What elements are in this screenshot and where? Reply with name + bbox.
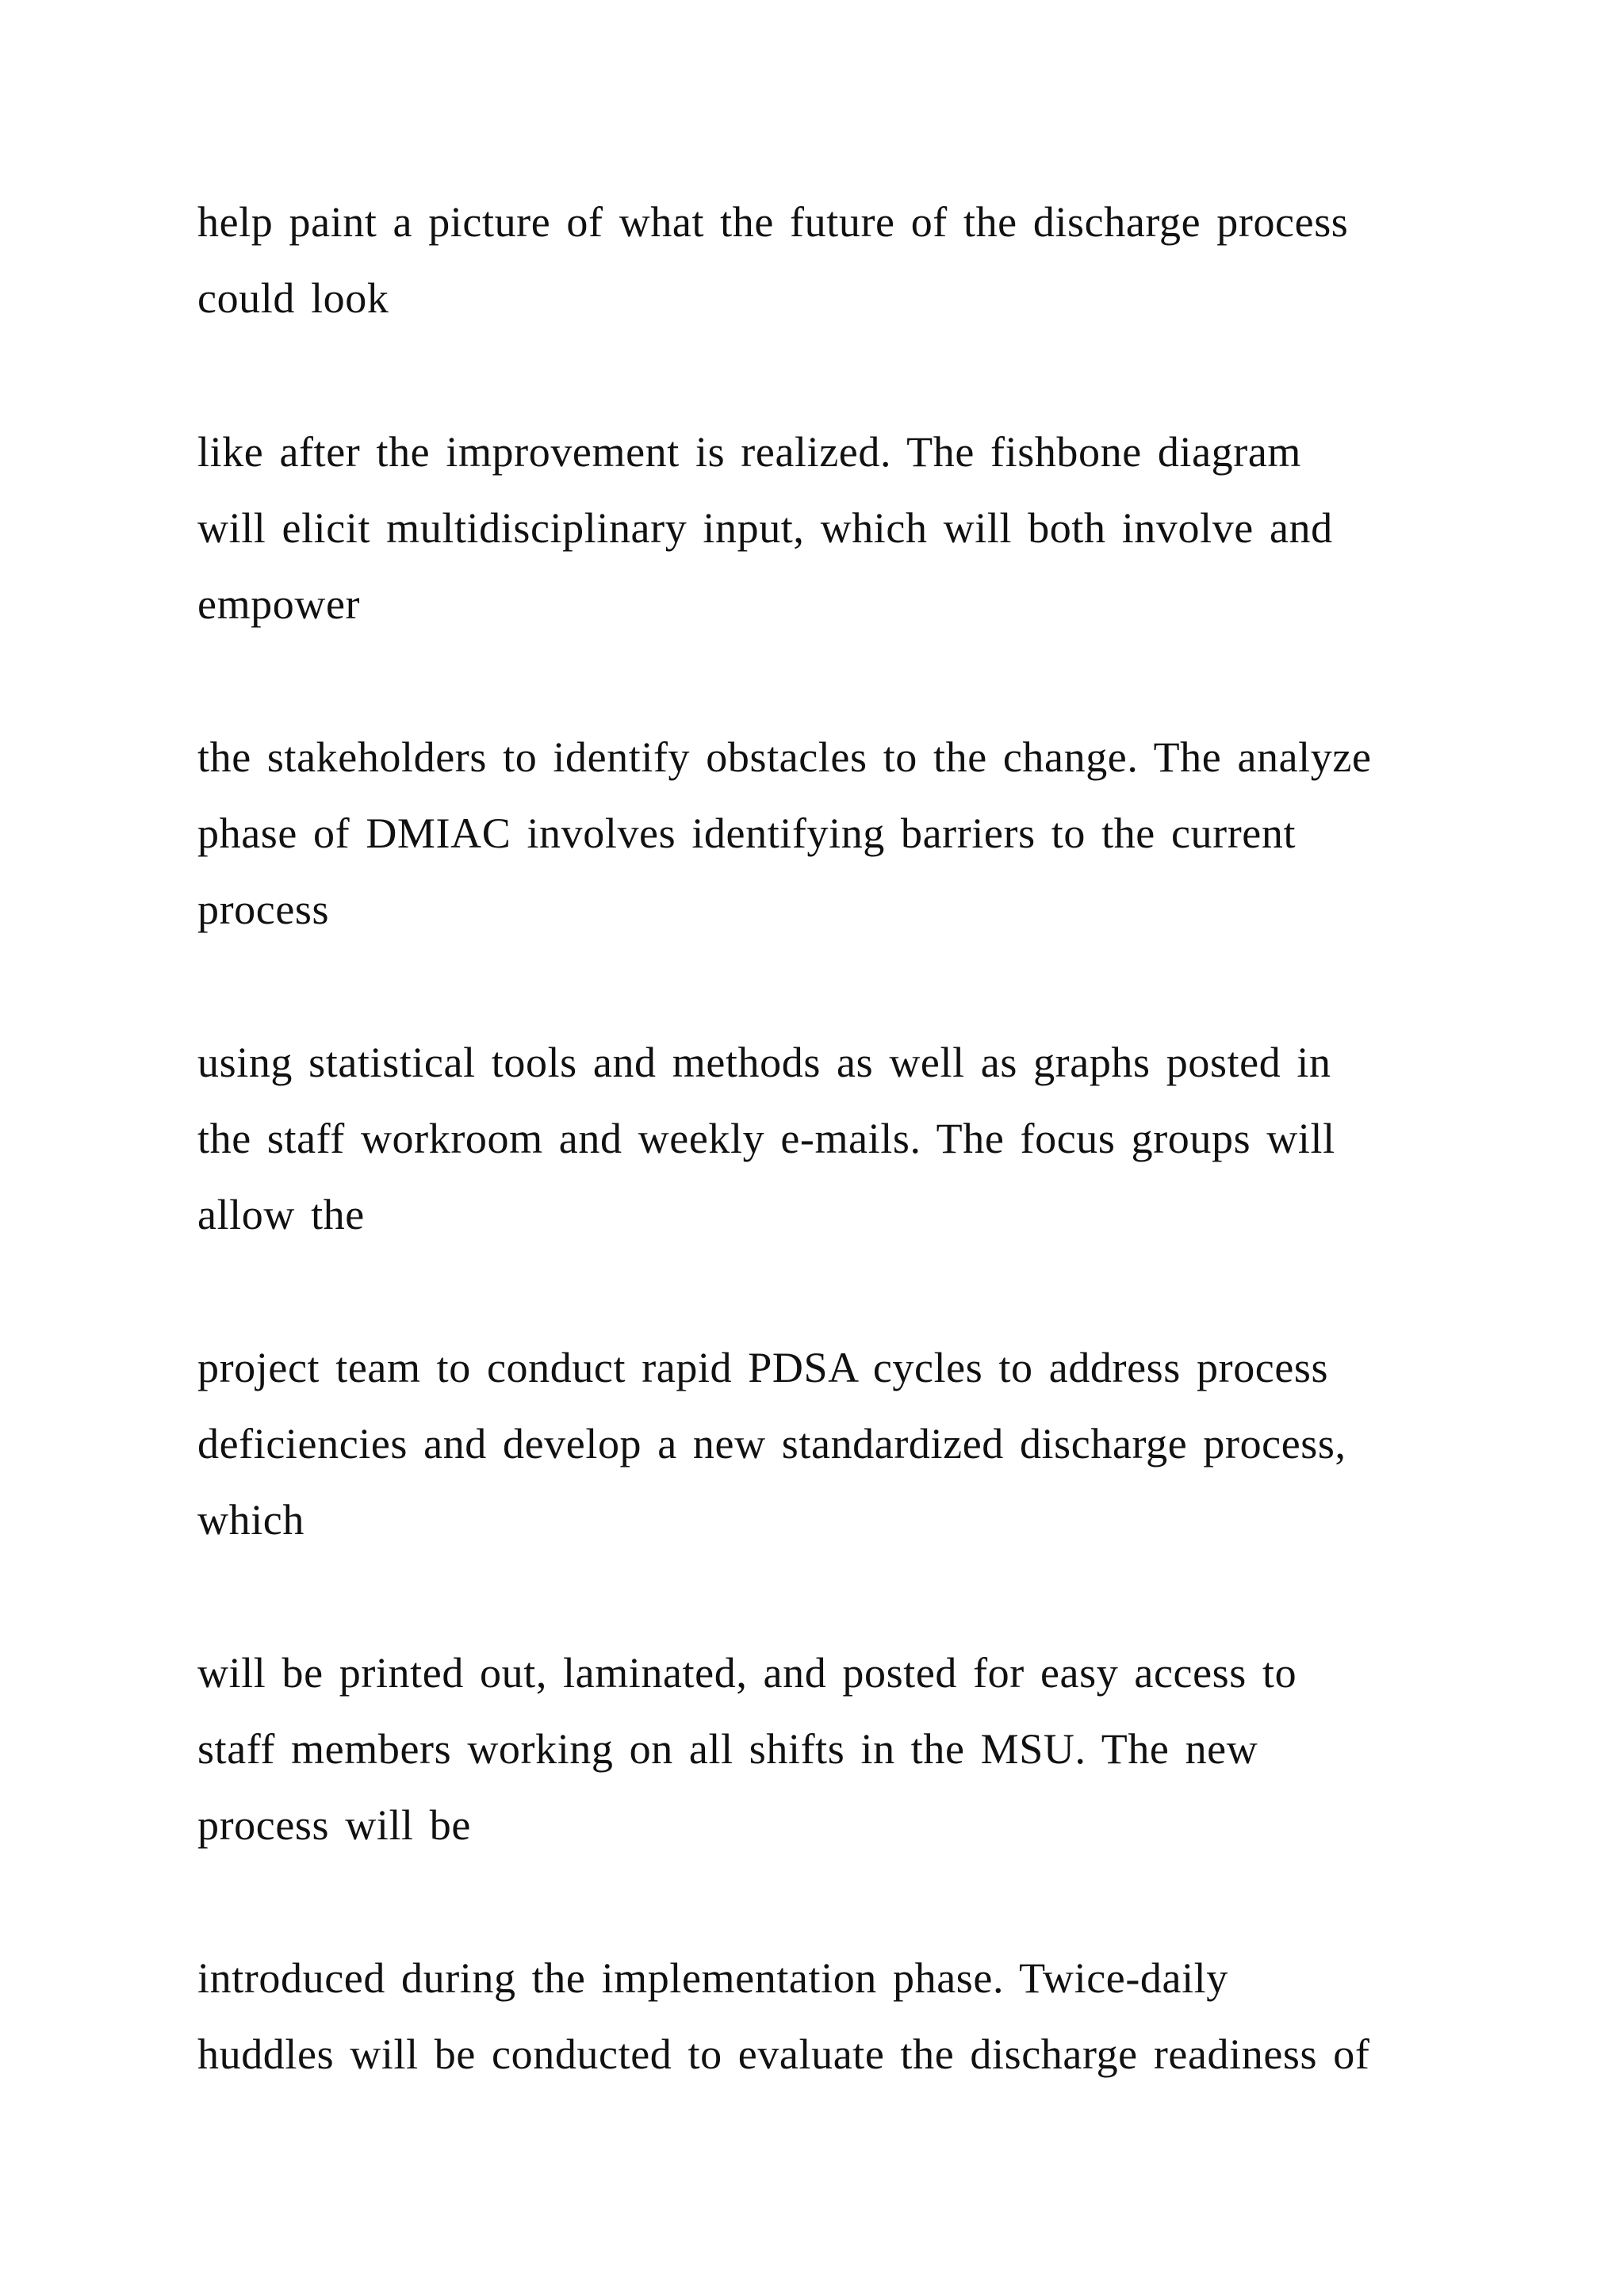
text-line: introduced during the implementation phase. Twice-daily: [197, 1954, 1228, 2002]
text-line: like after the improvement is realized. The fishbone diagram: [197, 428, 1302, 476]
text-line: using statistical tools and methods as well as graphs posted in: [197, 1039, 1331, 1086]
text-line: could look: [197, 274, 389, 322]
text-line: help paint a picture of what the future of the discharge process: [197, 198, 1349, 246]
text-line: the stakeholders to identify obstacles to the change. The analyze: [197, 733, 1372, 781]
text-line: huddles will be conducted to evaluate the discharge readiness of: [197, 2030, 1370, 2078]
text-line: process: [197, 886, 330, 933]
text-line: will be printed out, laminated, and posted for easy access to: [197, 1649, 1297, 1697]
text-line: the staff workroom and weekly e-mails. The focus groups will: [197, 1115, 1335, 1162]
text-line: process will be: [197, 1801, 471, 1849]
text-line: deficiencies and develop a new standardized discharge process,: [197, 1420, 1346, 1468]
text-line: empower: [197, 580, 361, 628]
text-line: phase of DMIAC involves identifying barriers to the current: [197, 809, 1297, 857]
text-line: will elicit multidisciplinary input, which will both involve and: [197, 504, 1333, 552]
text-line: staff members working on all shifts in the MSU. The new: [197, 1725, 1258, 1773]
text-line: allow the: [197, 1191, 365, 1238]
text-line: which: [197, 1496, 304, 1544]
text-line: project team to conduct rapid PDSA cycles to address process: [197, 1344, 1329, 1391]
